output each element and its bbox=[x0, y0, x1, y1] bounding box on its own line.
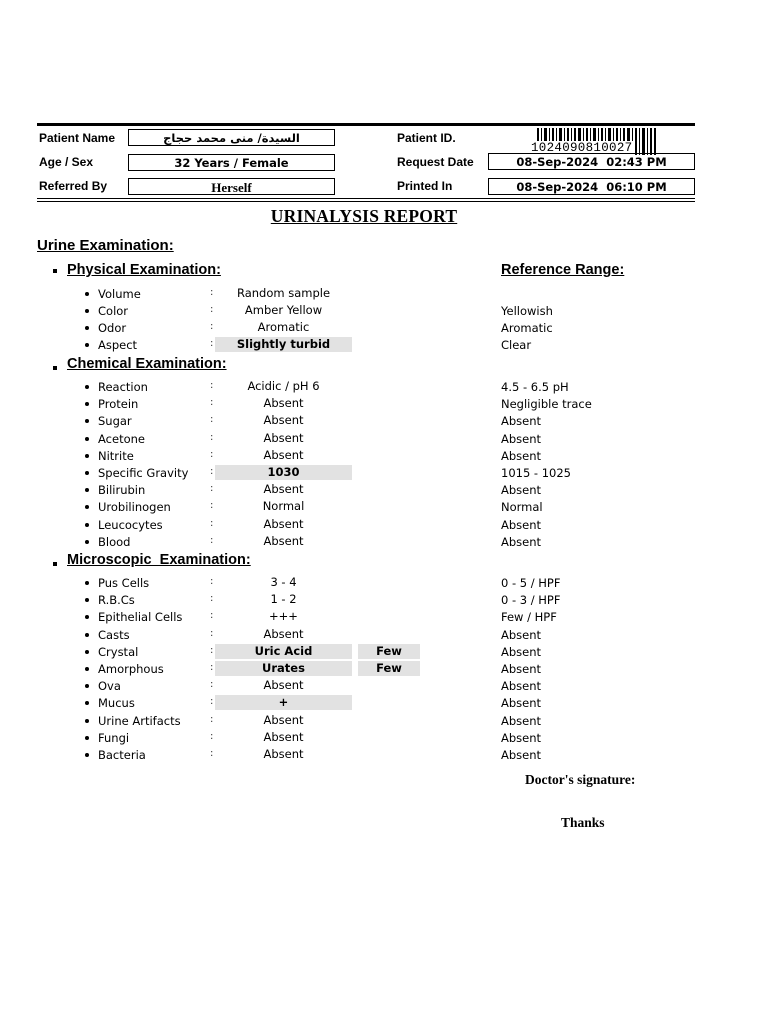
bullet-dot bbox=[85, 454, 89, 458]
bullet-dot bbox=[85, 292, 89, 296]
bullet-dot bbox=[85, 650, 89, 654]
test-value: +++ bbox=[269, 609, 298, 624]
reference-range: 1015 - 1025 bbox=[501, 466, 571, 480]
separator: : bbox=[210, 593, 214, 605]
reference-range: Absent bbox=[501, 696, 542, 711]
bullet-dot bbox=[85, 581, 89, 585]
test-value: Absent bbox=[263, 712, 304, 727]
referred-by-field: Herself bbox=[128, 178, 335, 195]
test-value: + bbox=[215, 695, 352, 710]
separator: : bbox=[210, 748, 214, 759]
test-name: Protein bbox=[98, 397, 139, 412]
test-name: Casts bbox=[98, 627, 130, 642]
physical-examination-heading: Physical Examination: bbox=[67, 262, 221, 278]
test-name: R.B.Cs bbox=[98, 593, 135, 608]
reference-range-heading: Reference Range: bbox=[501, 262, 625, 278]
test-row bbox=[0, 575, 768, 591]
test-name: Color bbox=[98, 304, 129, 319]
separator: : bbox=[210, 397, 214, 409]
reference-range: 4.5 - 6.5 pH bbox=[501, 380, 569, 394]
bullet-dot bbox=[85, 684, 89, 688]
test-name: Urine Artifacts bbox=[98, 713, 181, 728]
test-row bbox=[0, 379, 768, 395]
microscopic-examination-heading: Microscopic Examination: bbox=[67, 552, 251, 568]
separator: : bbox=[210, 576, 214, 587]
thanks-text: Thanks bbox=[561, 815, 605, 830]
test-value: Absent bbox=[263, 396, 304, 411]
header-top-rule bbox=[37, 123, 695, 126]
reference-range: Absent bbox=[501, 644, 542, 659]
test-value: 3 - 4 bbox=[270, 575, 297, 589]
bullet-dot bbox=[85, 488, 89, 492]
separator: : bbox=[210, 321, 214, 333]
bullet-dot bbox=[85, 736, 89, 740]
request-date-label: Request Date bbox=[397, 155, 474, 169]
separator: : bbox=[210, 431, 214, 443]
test-value: 1 - 2 bbox=[270, 592, 297, 607]
test-row bbox=[0, 431, 768, 447]
test-value: Amber Yellow bbox=[244, 303, 323, 318]
test-name: Nitrite bbox=[98, 448, 134, 463]
reference-range: Absent bbox=[501, 431, 542, 446]
separator: : bbox=[210, 662, 214, 673]
reference-range: Absent bbox=[501, 448, 542, 463]
separator: : bbox=[210, 713, 214, 725]
separator: : bbox=[210, 679, 214, 691]
separator: : bbox=[210, 483, 214, 495]
separator: : bbox=[210, 696, 214, 708]
test-value: Urates bbox=[215, 661, 352, 676]
test-row bbox=[0, 534, 768, 550]
patient-id-label: Patient ID. bbox=[397, 131, 456, 145]
test-value: Acidic / pH 6 bbox=[247, 379, 320, 393]
test-value: Absent bbox=[263, 626, 304, 641]
test-name: Specific Gravity bbox=[98, 466, 189, 480]
separator: : bbox=[210, 304, 214, 316]
separator: : bbox=[210, 414, 214, 426]
test-name: Bilirubin bbox=[98, 483, 146, 498]
test-name: Pus Cells bbox=[98, 576, 150, 590]
test-row bbox=[0, 678, 768, 694]
test-row bbox=[0, 730, 768, 746]
age-sex-label: Age / Sex bbox=[39, 155, 94, 169]
bullet-dot bbox=[85, 385, 89, 389]
test-row bbox=[0, 661, 768, 677]
test-row bbox=[0, 396, 768, 412]
bullet-dot bbox=[85, 719, 89, 723]
reference-range: Clear bbox=[501, 338, 532, 353]
test-name: Crystal bbox=[98, 644, 139, 659]
bullet-dot bbox=[85, 326, 89, 330]
test-value: Normal bbox=[262, 499, 305, 514]
separator: : bbox=[210, 500, 214, 512]
separator: : bbox=[210, 338, 214, 350]
test-name: Odor bbox=[98, 321, 127, 336]
test-name: Ova bbox=[98, 679, 121, 694]
test-row bbox=[0, 713, 768, 729]
test-row bbox=[0, 644, 768, 660]
test-value: Absent bbox=[263, 747, 304, 761]
test-name: Volume bbox=[98, 287, 141, 301]
reference-range: Absent bbox=[501, 627, 542, 642]
test-name: Reaction bbox=[98, 380, 148, 394]
bullet-dot bbox=[85, 598, 89, 602]
doctor-signature-label: Doctor's signature: bbox=[525, 772, 636, 787]
printed-in-label: Printed In bbox=[397, 179, 453, 193]
test-name: Epithelial Cells bbox=[98, 610, 183, 625]
reference-range: Yellowish bbox=[501, 304, 553, 319]
section-bullet bbox=[53, 562, 57, 566]
separator: : bbox=[210, 534, 214, 546]
test-row bbox=[0, 609, 768, 625]
reference-range: Negligible trace bbox=[501, 397, 592, 412]
test-value: Absent bbox=[263, 729, 304, 744]
bullet-dot bbox=[85, 471, 89, 475]
bullet-dot bbox=[85, 540, 89, 544]
bullet-dot bbox=[85, 309, 89, 313]
chemical-examination-heading: Chemical Examination: bbox=[67, 356, 227, 372]
reference-range: Absent bbox=[501, 679, 542, 694]
test-value: Absent bbox=[263, 516, 304, 531]
test-value: Absent bbox=[263, 678, 304, 693]
separator: : bbox=[210, 466, 214, 477]
test-row bbox=[0, 517, 768, 533]
test-value: Absent bbox=[263, 430, 304, 445]
reference-range: Absent bbox=[501, 662, 542, 676]
test-row bbox=[0, 320, 768, 336]
reference-range: Absent bbox=[501, 534, 542, 549]
separator: : bbox=[210, 517, 214, 529]
reference-range: Absent bbox=[501, 713, 542, 728]
test-row bbox=[0, 448, 768, 464]
header-bottom-rule-2 bbox=[37, 201, 695, 202]
test-name: Leucocytes bbox=[98, 517, 163, 532]
section-bullet bbox=[53, 269, 57, 273]
reference-range: Absent bbox=[501, 730, 542, 745]
bullet-dot bbox=[85, 667, 89, 671]
test-name: Aspect bbox=[98, 338, 138, 353]
separator: : bbox=[210, 627, 214, 639]
reference-range: Absent bbox=[501, 748, 542, 762]
separator: : bbox=[210, 287, 214, 298]
test-row bbox=[0, 413, 768, 429]
test-row bbox=[0, 747, 768, 763]
test-name: Blood bbox=[98, 534, 131, 549]
test-name: Acetone bbox=[98, 431, 145, 446]
test-name: Bacteria bbox=[98, 748, 146, 762]
patient-name-field: السيدة/ منى محمد حجاج bbox=[128, 129, 335, 146]
reference-range: Few / HPF bbox=[501, 610, 557, 625]
test-value: Random sample bbox=[236, 286, 331, 300]
test-value: Absent bbox=[263, 533, 304, 548]
request-date-field: 08-Sep-2024 02:43 PM bbox=[488, 153, 695, 170]
test-row bbox=[0, 695, 768, 711]
referred-by-label: Referred By bbox=[39, 179, 108, 193]
test-row bbox=[0, 286, 768, 302]
separator: : bbox=[210, 448, 214, 460]
test-name: Amorphous bbox=[98, 662, 164, 676]
bullet-dot bbox=[85, 523, 89, 527]
reference-range: Absent bbox=[501, 414, 542, 429]
patient-name-label: Patient Name bbox=[39, 131, 116, 145]
age-sex-field: 32 Years / Female bbox=[128, 154, 335, 171]
test-row bbox=[0, 303, 768, 319]
bullet-dot bbox=[85, 402, 89, 406]
bullet-dot bbox=[85, 419, 89, 423]
reference-range: Aromatic bbox=[501, 321, 553, 336]
urine-examination-heading: Urine Examination: bbox=[37, 237, 174, 254]
separator: : bbox=[210, 730, 214, 742]
section-bullet bbox=[53, 366, 57, 370]
test-value: Absent bbox=[263, 413, 304, 428]
separator: : bbox=[210, 610, 214, 622]
bullet-dot bbox=[85, 633, 89, 637]
test-row bbox=[0, 337, 768, 353]
bullet-dot bbox=[85, 701, 89, 705]
bullet-dot bbox=[85, 615, 89, 619]
test-value: Slightly turbid bbox=[215, 337, 352, 352]
reference-range: Absent bbox=[501, 517, 542, 532]
bullet-dot bbox=[85, 437, 89, 441]
test-row bbox=[0, 592, 768, 608]
test-value: Absent bbox=[263, 447, 304, 462]
reference-range: Absent bbox=[501, 483, 542, 498]
test-value: Absent bbox=[263, 482, 304, 497]
reference-range: Normal bbox=[501, 500, 543, 515]
separator: : bbox=[210, 644, 214, 656]
test-row bbox=[0, 499, 768, 515]
test-row bbox=[0, 482, 768, 498]
report-title: URINALYSIS REPORT bbox=[270, 206, 458, 226]
test-value: Uric Acid bbox=[215, 644, 352, 659]
bullet-dot bbox=[85, 343, 89, 347]
patient-id-value: 1024090810027 bbox=[531, 141, 633, 155]
test-row bbox=[0, 465, 768, 481]
test-name: Fungi bbox=[98, 730, 130, 745]
reference-range: 0 - 5 / HPF bbox=[501, 576, 561, 590]
test-name: Urobilinogen bbox=[98, 500, 171, 515]
test-value: 1030 bbox=[215, 465, 352, 480]
bullet-dot bbox=[85, 505, 89, 509]
test-quantity: Few bbox=[358, 644, 420, 659]
reference-range: 0 - 3 / HPF bbox=[501, 593, 561, 608]
test-name: Sugar bbox=[98, 414, 132, 429]
printed-in-field: 08-Sep-2024 06:10 PM bbox=[488, 178, 695, 195]
test-value: Aromatic bbox=[257, 320, 310, 335]
header-bottom-rule bbox=[37, 198, 695, 199]
bullet-dot bbox=[85, 753, 89, 757]
test-name: Mucus bbox=[98, 696, 135, 711]
separator: : bbox=[210, 380, 214, 391]
test-quantity: Few bbox=[358, 661, 420, 676]
test-row bbox=[0, 627, 768, 643]
